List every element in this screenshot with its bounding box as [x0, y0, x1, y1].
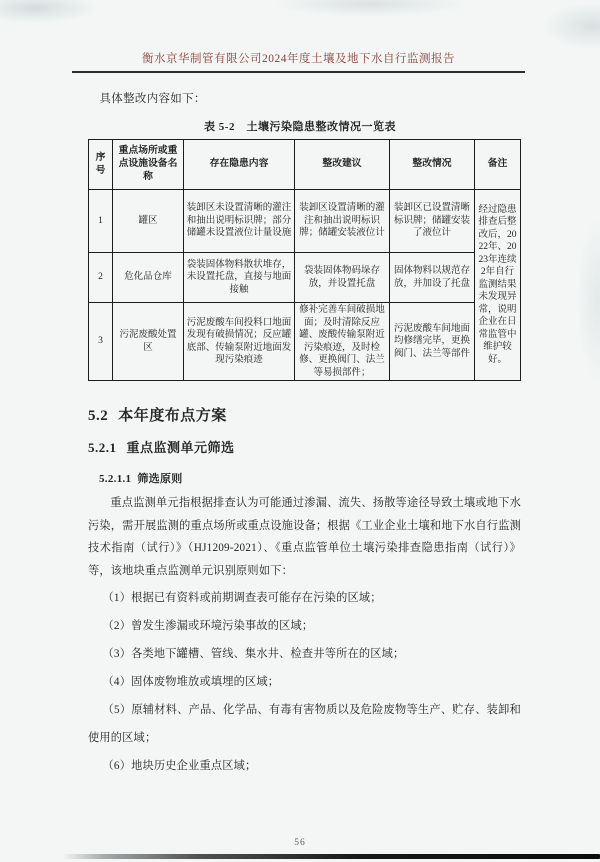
col-header-no: 序号: [89, 140, 113, 190]
col-header-remark: 备注: [475, 140, 521, 190]
section-heading-5-2-1-1: [99, 470, 183, 486]
principle-item: （6）地块历史企业重点区域；: [102, 760, 257, 772]
table-row: [89, 303, 521, 381]
page-number: 56: [294, 838, 306, 848]
page-header: [72, 50, 525, 73]
table-header-row: [89, 140, 521, 190]
cell-advice: 修补完善车间破损地面；及时清除反应罐、废酸传输泵附近污染痕迹，及时检修、更换阀门、法兰等易损部件；: [295, 303, 390, 381]
remediation-table: [88, 139, 521, 381]
table-row: [89, 253, 521, 303]
cell-status: 装卸区已设置清晰标识牌；储罐安装了液位计: [390, 190, 475, 253]
principle-item: （4）固体废物堆放或填埋的区域；: [102, 676, 280, 688]
cell-place: 罐区: [113, 190, 184, 253]
principles-list: [88, 584, 521, 780]
table-caption: 表 5-2 土壤污染隐患整改情况一览表: [204, 121, 396, 133]
section-number: 5.2.1: [88, 440, 117, 455]
section-heading-5-2: [88, 404, 227, 425]
col-header-place: 重点场所或重点设施设备名称: [113, 140, 184, 190]
header-title: 衡水京华制管有限公司2024年度土壤及地下水自行监测报告: [142, 53, 455, 65]
scan-edge-artifact: [62, 854, 600, 859]
cell-status: 污泥废酸车间地面均修缮完毕，更换阀门、法兰等部件: [390, 303, 475, 381]
cell-no: 3: [89, 303, 113, 381]
col-header-status: 整改情况: [390, 140, 475, 190]
cell-remark-merged: 经过隐患排查后整改后，2022年、2023年连续2年自行监测结果未发现异常，说明企业在日常监管中维护较好。: [475, 190, 521, 381]
cell-advice: 袋装固体物码垛存放，并设置托盘: [295, 253, 390, 303]
principle-item: （2）曾发生渗漏或环境污染事故的区域；: [102, 620, 314, 632]
section-title: 重点监测单元筛选: [126, 440, 235, 455]
cell-status: 固体物料以规范存放，并加设了托盘: [390, 253, 475, 303]
principle-item: （1）根据已有资料或前期调查表可能存在污染的区域；: [102, 592, 382, 604]
intro-text: 具体整改内容如下：: [99, 93, 206, 105]
cell-no: 1: [89, 190, 113, 253]
principle-item: （5）原辅材料、产品、化学品、有毒有害物质以及危险废物等生产、贮存、装卸和使用的区域；: [88, 704, 521, 744]
cell-issue: 袋装固体物料散状堆存，未设置托盘，直接与地面接触: [184, 253, 295, 303]
principle-item: （3）各类地下罐槽、管线、集水井、检查井等所在的区域；: [102, 648, 405, 660]
section-number: 5.2.1.1: [99, 473, 132, 485]
cell-no: 2: [89, 253, 113, 303]
cell-issue: 污泥废酸车间投料口地面发现有破损情况；反应罐底部、传输泵附近地面发现污染痕迹: [184, 303, 295, 381]
cell-advice: 装卸区设置清晰的灌注和抽出说明标识牌；储罐安装液位计: [295, 190, 390, 253]
section-heading-5-2-1: [88, 437, 235, 456]
col-header-advice: 整改建议: [295, 140, 390, 190]
cell-issue: 装卸区未设置清晰的灌注和抽出说明标识牌；部分储罐未设置液位计量设施: [184, 190, 295, 253]
section-title: 本年度布点方案: [118, 408, 227, 424]
body-paragraph: 重点监测单元指根据排查认为可能通过渗漏、流失、扬散等途径导致土壤或地下水污染，需开展监测的重点场所或重点设施设备；根据《工业企业土壤和地下水自行监测技术指南（试行）》（HJ1209-2021）、《重点监管单位土壤污染排查隐患指南（试行）》等，该地块重点监测单元识别原则如下：: [88, 497, 521, 577]
table-row: [89, 190, 521, 253]
cell-place: 污泥废酸处置区: [113, 303, 184, 381]
col-header-issue: 存在隐患内容: [184, 140, 295, 190]
section-number: 5.2: [88, 408, 109, 424]
section-title: 筛选原则: [137, 473, 183, 485]
cell-place: 危化品仓库: [113, 253, 184, 303]
